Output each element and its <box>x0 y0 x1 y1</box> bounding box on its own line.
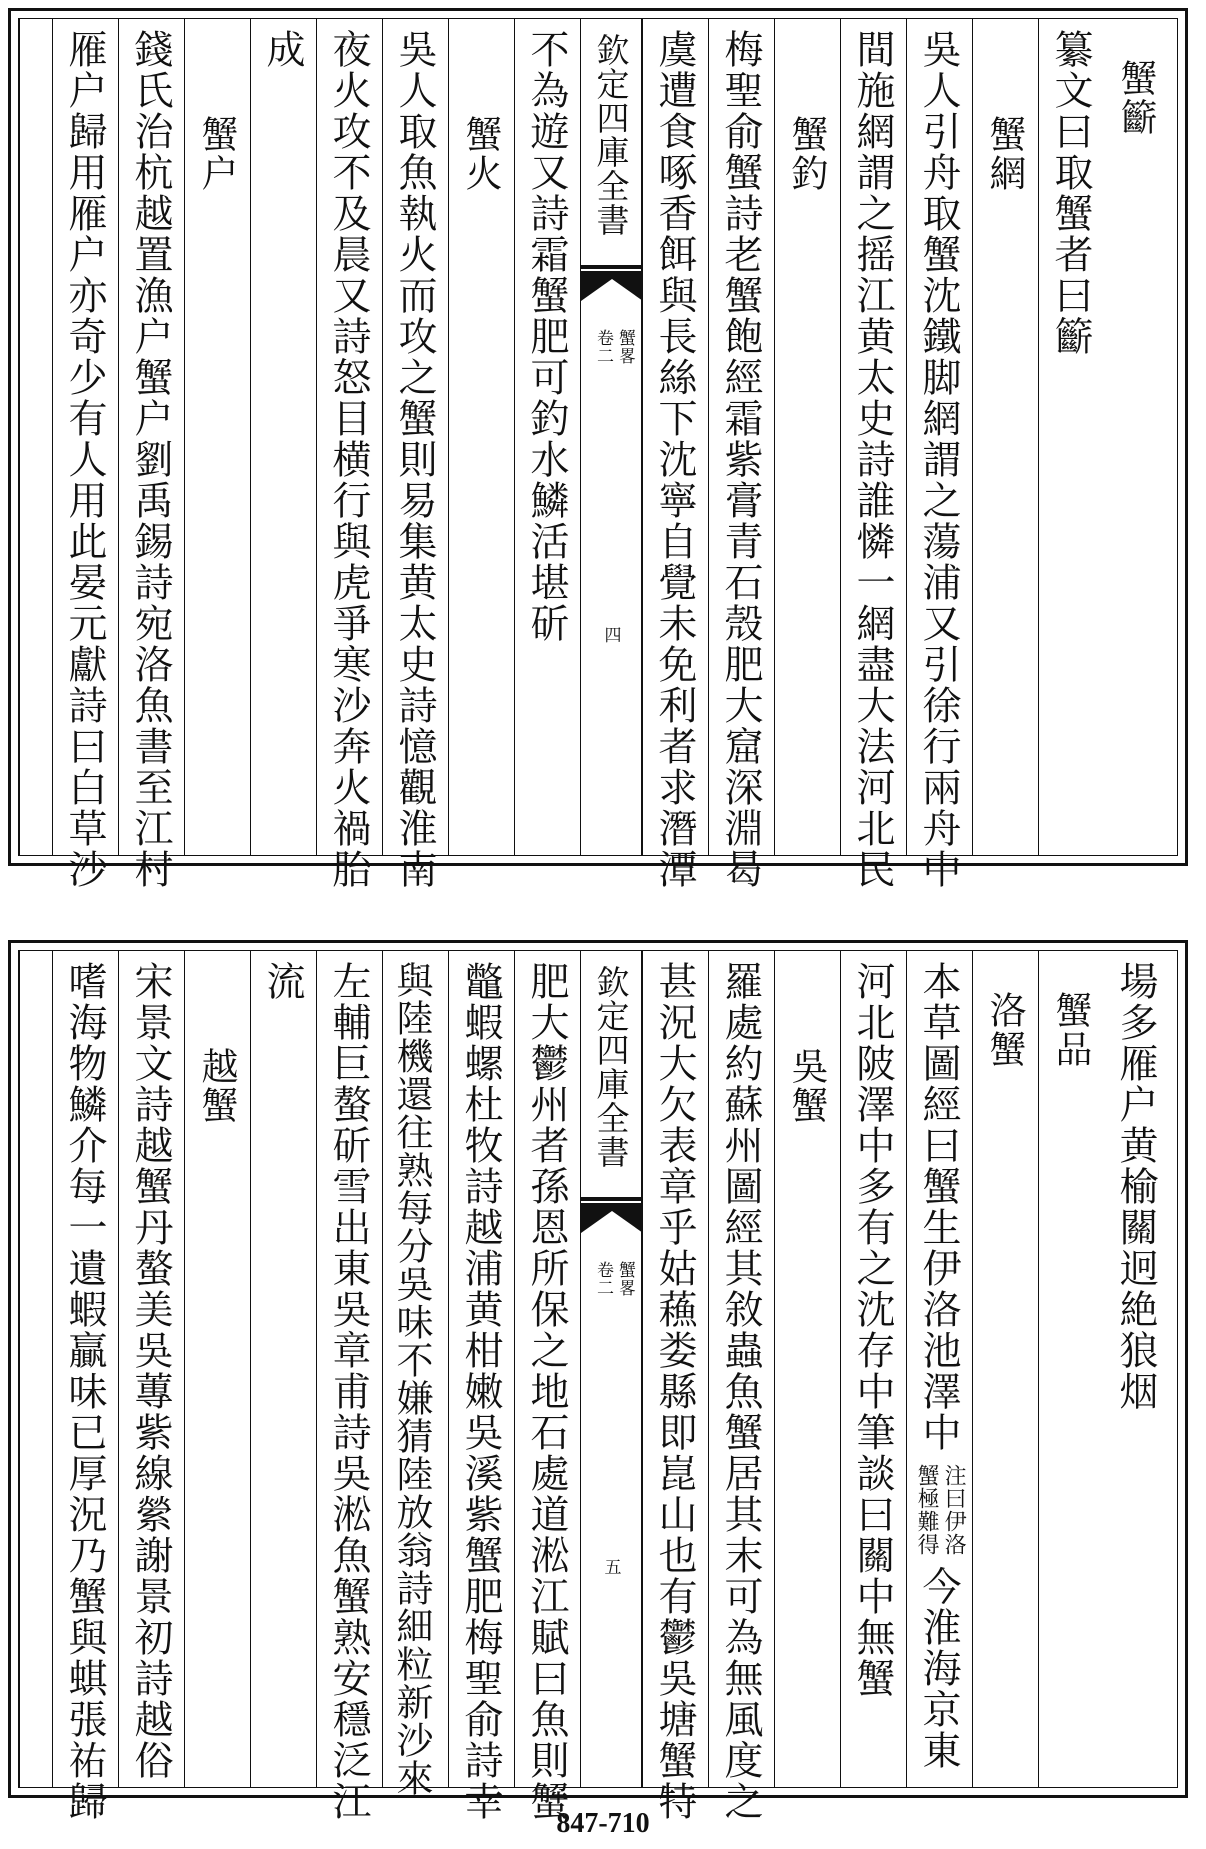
text-column: 纂文曰取蟹者曰籪 <box>1048 29 1093 357</box>
column <box>448 19 514 855</box>
text-column-tail: 今淮海京東 <box>916 1566 961 1771</box>
annotation-note: 蟹極難得 <box>914 1464 940 1556</box>
top-page-frame <box>18 18 1178 890</box>
text-column: 成 <box>260 29 305 70</box>
column <box>708 951 774 1822</box>
fishtail-mark-icon <box>581 1197 643 1237</box>
text-column: 鼈蝦螺杜牧詩越浦黄柑嫩吳溪紫蟹肥梅聖俞詩幸 <box>458 961 503 1822</box>
column <box>52 951 118 1822</box>
text-column: 肥大鬱州者孫恩所保之地石處道淞江賦曰魚則蟹 <box>524 961 569 1822</box>
column <box>514 19 580 855</box>
top-page <box>8 8 1188 890</box>
column <box>774 19 840 855</box>
text-column: 吳人引舟取蟹沈鐵脚網謂之蕩浦又引徐行兩舟中 <box>916 29 961 890</box>
column <box>19 19 52 855</box>
column <box>840 951 906 1787</box>
book-title: 欽定四庫全書 <box>591 33 631 237</box>
page-number: 847-710 <box>556 1808 650 1839</box>
text-column: 吳人取魚執火而攻之蟹則易集黄太史詩憶觀淮南 <box>392 29 437 890</box>
column <box>118 951 184 1787</box>
folio-number: 四 <box>600 626 621 643</box>
section-heading: 洛蟹 <box>983 991 1026 1069</box>
column <box>448 951 514 1822</box>
column <box>250 19 316 855</box>
column <box>19 951 52 1787</box>
section-heading: 蟹户 <box>195 115 238 193</box>
folio-number: 五 <box>600 1558 621 1575</box>
text-column: 夜火攻不及晨又詩怒目横行與虎爭寒沙奔火禍胎 <box>326 29 371 890</box>
column <box>316 19 382 890</box>
column <box>1104 951 1170 1787</box>
text-column: 與陸機還往熟每分吳味不嫌猜陸放翁詩細粒新沙來 <box>390 961 433 1797</box>
column <box>1038 951 1104 1787</box>
text-column: 嗜海物鱗介每一遺蝦贏味已厚況乃蟹與蜞張祐歸 <box>62 961 107 1822</box>
section-heading: 蟹籪 <box>1114 59 1157 137</box>
text-column: 錢氏治杭越置漁户蟹户劉禹錫詩宛洛魚書至江村 <box>128 29 173 890</box>
column <box>972 19 1038 855</box>
section-heading: 蟹網 <box>983 115 1026 193</box>
column <box>642 951 708 1822</box>
volume-title: 蟹畧 <box>615 1261 635 1297</box>
column <box>774 951 840 1787</box>
column <box>250 951 316 1787</box>
column <box>906 951 972 1787</box>
text-column: 場多雁户黄榆關迥絶狼烟 <box>1113 961 1158 1412</box>
annotation-note: 注曰伊洛 <box>941 1464 967 1556</box>
text-column: 左輔巨螯斫雪出東吳章甫詩吳淞魚蟹熟安穩泛江 <box>326 961 371 1822</box>
juan-label: 卷二 <box>593 1261 613 1297</box>
book-title: 欽定四庫全書 <box>591 965 631 1169</box>
text-column: 虞遭食啄香餌與長絲下沈寧自覺未免利者求潛潭 <box>652 29 697 890</box>
column <box>972 951 1038 1787</box>
column <box>382 951 448 1797</box>
fishtail-mark-icon <box>581 265 643 305</box>
text-column: 羅處約蘇州圖經其敘蟲魚蟹居其末可為無風度之 <box>718 961 763 1822</box>
text-column: 間施網謂之摇江黄太史詩誰憐一網盡大法河北民 <box>850 29 895 890</box>
bottom-page-frame <box>18 950 1178 1822</box>
column <box>906 19 972 890</box>
section-heading: 蟹火 <box>459 115 502 193</box>
section-heading: 蟹品 <box>1049 991 1092 1069</box>
column <box>642 19 708 890</box>
center-fold <box>580 951 642 1787</box>
bottom-page <box>8 940 1188 1822</box>
text-column: 本草圖經曰蟹生伊洛池澤中 <box>916 961 961 1453</box>
section-heading: 越蟹 <box>195 1047 238 1125</box>
juan-label: 卷二 <box>593 329 613 365</box>
column <box>382 19 448 890</box>
column <box>1104 19 1170 855</box>
text-column: 雁户歸用雁户亦奇少有人用此晏元獻詩曰白草沙 <box>62 29 107 890</box>
section-heading: 蟹釣 <box>785 115 828 193</box>
text-column: 河北陂澤中多有之沈存中筆談曰關中無蟹 <box>850 961 895 1699</box>
text-column: 甚況大欠表章乎姑蘓娄縣即崑山也有鬱吳塘蟹特 <box>652 961 697 1822</box>
column <box>52 19 118 890</box>
column <box>708 19 774 890</box>
column <box>514 951 580 1822</box>
column <box>316 951 382 1822</box>
column <box>118 19 184 890</box>
text-column: 宋景文詩越蟹丹螯美吳蓴紫線縈謝景初詩越俗 <box>128 961 173 1781</box>
text-column: 梅聖俞蟹詩老蟹飽經霜紫膏青石殼肥大窟深淵曷 <box>718 29 763 890</box>
column <box>184 19 250 855</box>
column <box>1038 19 1104 855</box>
text-column: 不為遊又詩霜蟹肥可釣水鱗活堪斫 <box>524 29 569 644</box>
volume-title: 蟹畧 <box>615 329 635 365</box>
text-column: 流 <box>260 961 305 1002</box>
section-heading: 吳蟹 <box>785 1047 828 1125</box>
column <box>840 19 906 890</box>
column <box>184 951 250 1787</box>
center-fold <box>580 19 642 855</box>
